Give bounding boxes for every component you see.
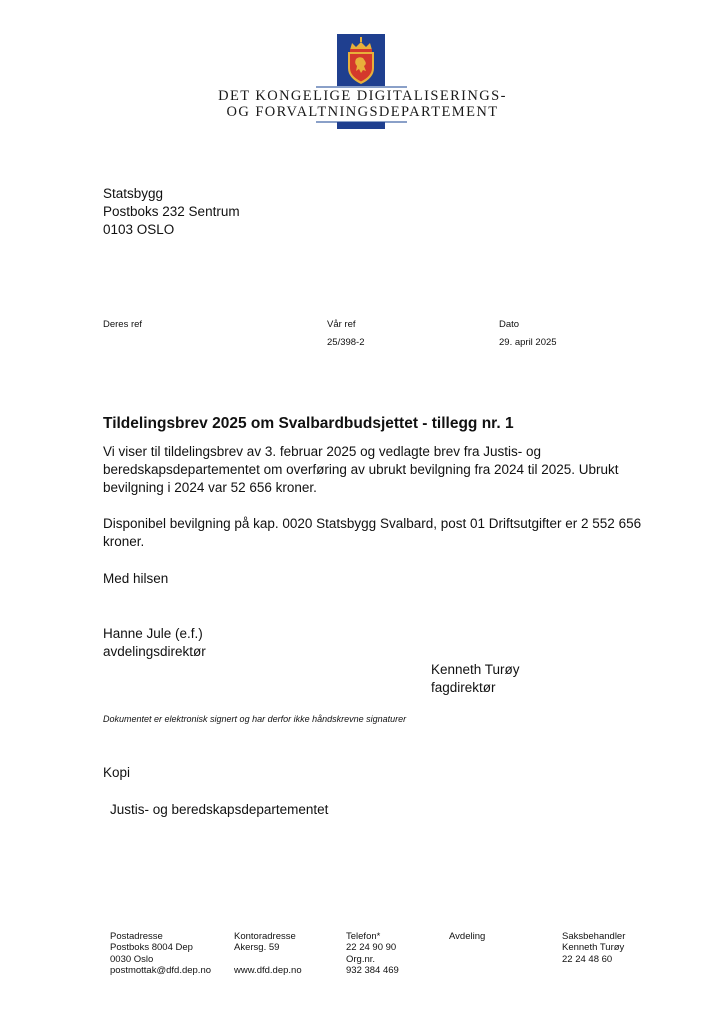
- footer-postadresse-label: Postadresse: [110, 931, 163, 942]
- paragraph-2: [103, 515, 641, 551]
- letter-title: Tildelingsbrev 2025 om Svalbardbudsjettet - tillegg nr. 1: [103, 415, 514, 432]
- department-name-line2: OG FORVALTNINGSDEPARTEMENT: [226, 104, 499, 120]
- recipient-street: Postboks 232 Sentrum: [103, 204, 240, 219]
- footer-avdeling-label: Avdeling: [449, 931, 486, 942]
- footer-saksbehandler: [562, 931, 625, 965]
- paragraph-2-line: kroner.: [103, 534, 145, 549]
- signer-2-title: fagdirektør: [431, 680, 496, 695]
- e-signature-note: Dokumentet er elektronisk signert og har derfor ikke håndskrevne signaturer: [103, 714, 407, 724]
- var-ref-value: 25/398-2: [327, 337, 365, 348]
- paragraph-1-line: beredskapsdepartementet om overføring av ubrukt bevilgning fra 2024 til 2025. Ubrukt: [103, 462, 619, 477]
- copy-label: Kopi: [103, 765, 131, 780]
- paragraph-2-line: Disponibel bevilgning på kap. 0020 Statsbygg Svalbard, post 01 Driftsutgifter er 2 552 656: [103, 516, 642, 531]
- paragraph-1-line: Vi viser til tildelingsbrev av 3. februar 2025 og vedlagte brev fra Justis- og: [103, 444, 541, 459]
- footer-kontoradresse-label: Kontoradresse: [234, 931, 296, 942]
- footer-kontoradresse: [234, 931, 302, 977]
- footer-telefon-value: 22 24 90 90: [346, 942, 397, 954]
- deres-ref-label: Deres ref: [103, 319, 143, 330]
- footer-kontoradresse-line: [234, 954, 302, 965]
- footer-telefon-label: Telefon*: [346, 931, 381, 942]
- footer-saksbehandler-phone: 22 24 48 60: [562, 953, 613, 965]
- coat-of-arms-logo: [337, 34, 385, 87]
- signer-1-name: Hanne Jule (e.f.): [103, 626, 203, 641]
- footer-saksbehandler-label: Saksbehandler: [562, 931, 626, 942]
- recipient-name: Statsbygg: [103, 186, 164, 201]
- footer-kontoradresse-line: Akersg. 59: [234, 942, 280, 954]
- footer-email: postmottak@dfd.dep.no: [110, 965, 212, 977]
- footer-telefon: [346, 931, 399, 977]
- signer-2: [431, 661, 520, 697]
- department-name-line1: DET KONGELIGE DIGITALISERINGS-: [218, 88, 507, 104]
- norwegian-coat-of-arms-icon: [337, 34, 385, 87]
- recipient-postal: 0103 OSLO: [103, 222, 175, 237]
- dato-value: 29. april 2025: [499, 337, 557, 348]
- footer-avdeling: [449, 931, 485, 942]
- logo-base-bar: [337, 122, 385, 129]
- footer-orgnr-label: Org.nr.: [346, 953, 376, 965]
- signer-1: [103, 625, 206, 661]
- footer-postadresse-line: Postboks 8004 Dep: [110, 942, 193, 954]
- signer-1-title: avdelingsdirektør: [103, 644, 206, 659]
- copy-recipient: Justis- og beredskapsdepartementet: [110, 802, 329, 817]
- footer-website: www.dfd.dep.no: [234, 965, 302, 977]
- var-ref-label: Vår ref: [327, 319, 356, 330]
- footer-postadresse-line: 0030 Oslo: [110, 953, 154, 965]
- footer-orgnr-value: 932 384 469: [346, 965, 399, 977]
- signer-2-name: Kenneth Turøy: [431, 662, 520, 677]
- footer-postadresse: [110, 931, 211, 977]
- recipient-address: [103, 185, 240, 239]
- paragraph-1-line: bevilgning i 2024 var 52 656 kroner.: [103, 480, 317, 495]
- footer-saksbehandler-name: Kenneth Turøy: [562, 942, 625, 954]
- paragraph-1: [103, 443, 619, 497]
- greeting: Med hilsen: [103, 571, 169, 586]
- dato-label: Dato: [499, 319, 520, 330]
